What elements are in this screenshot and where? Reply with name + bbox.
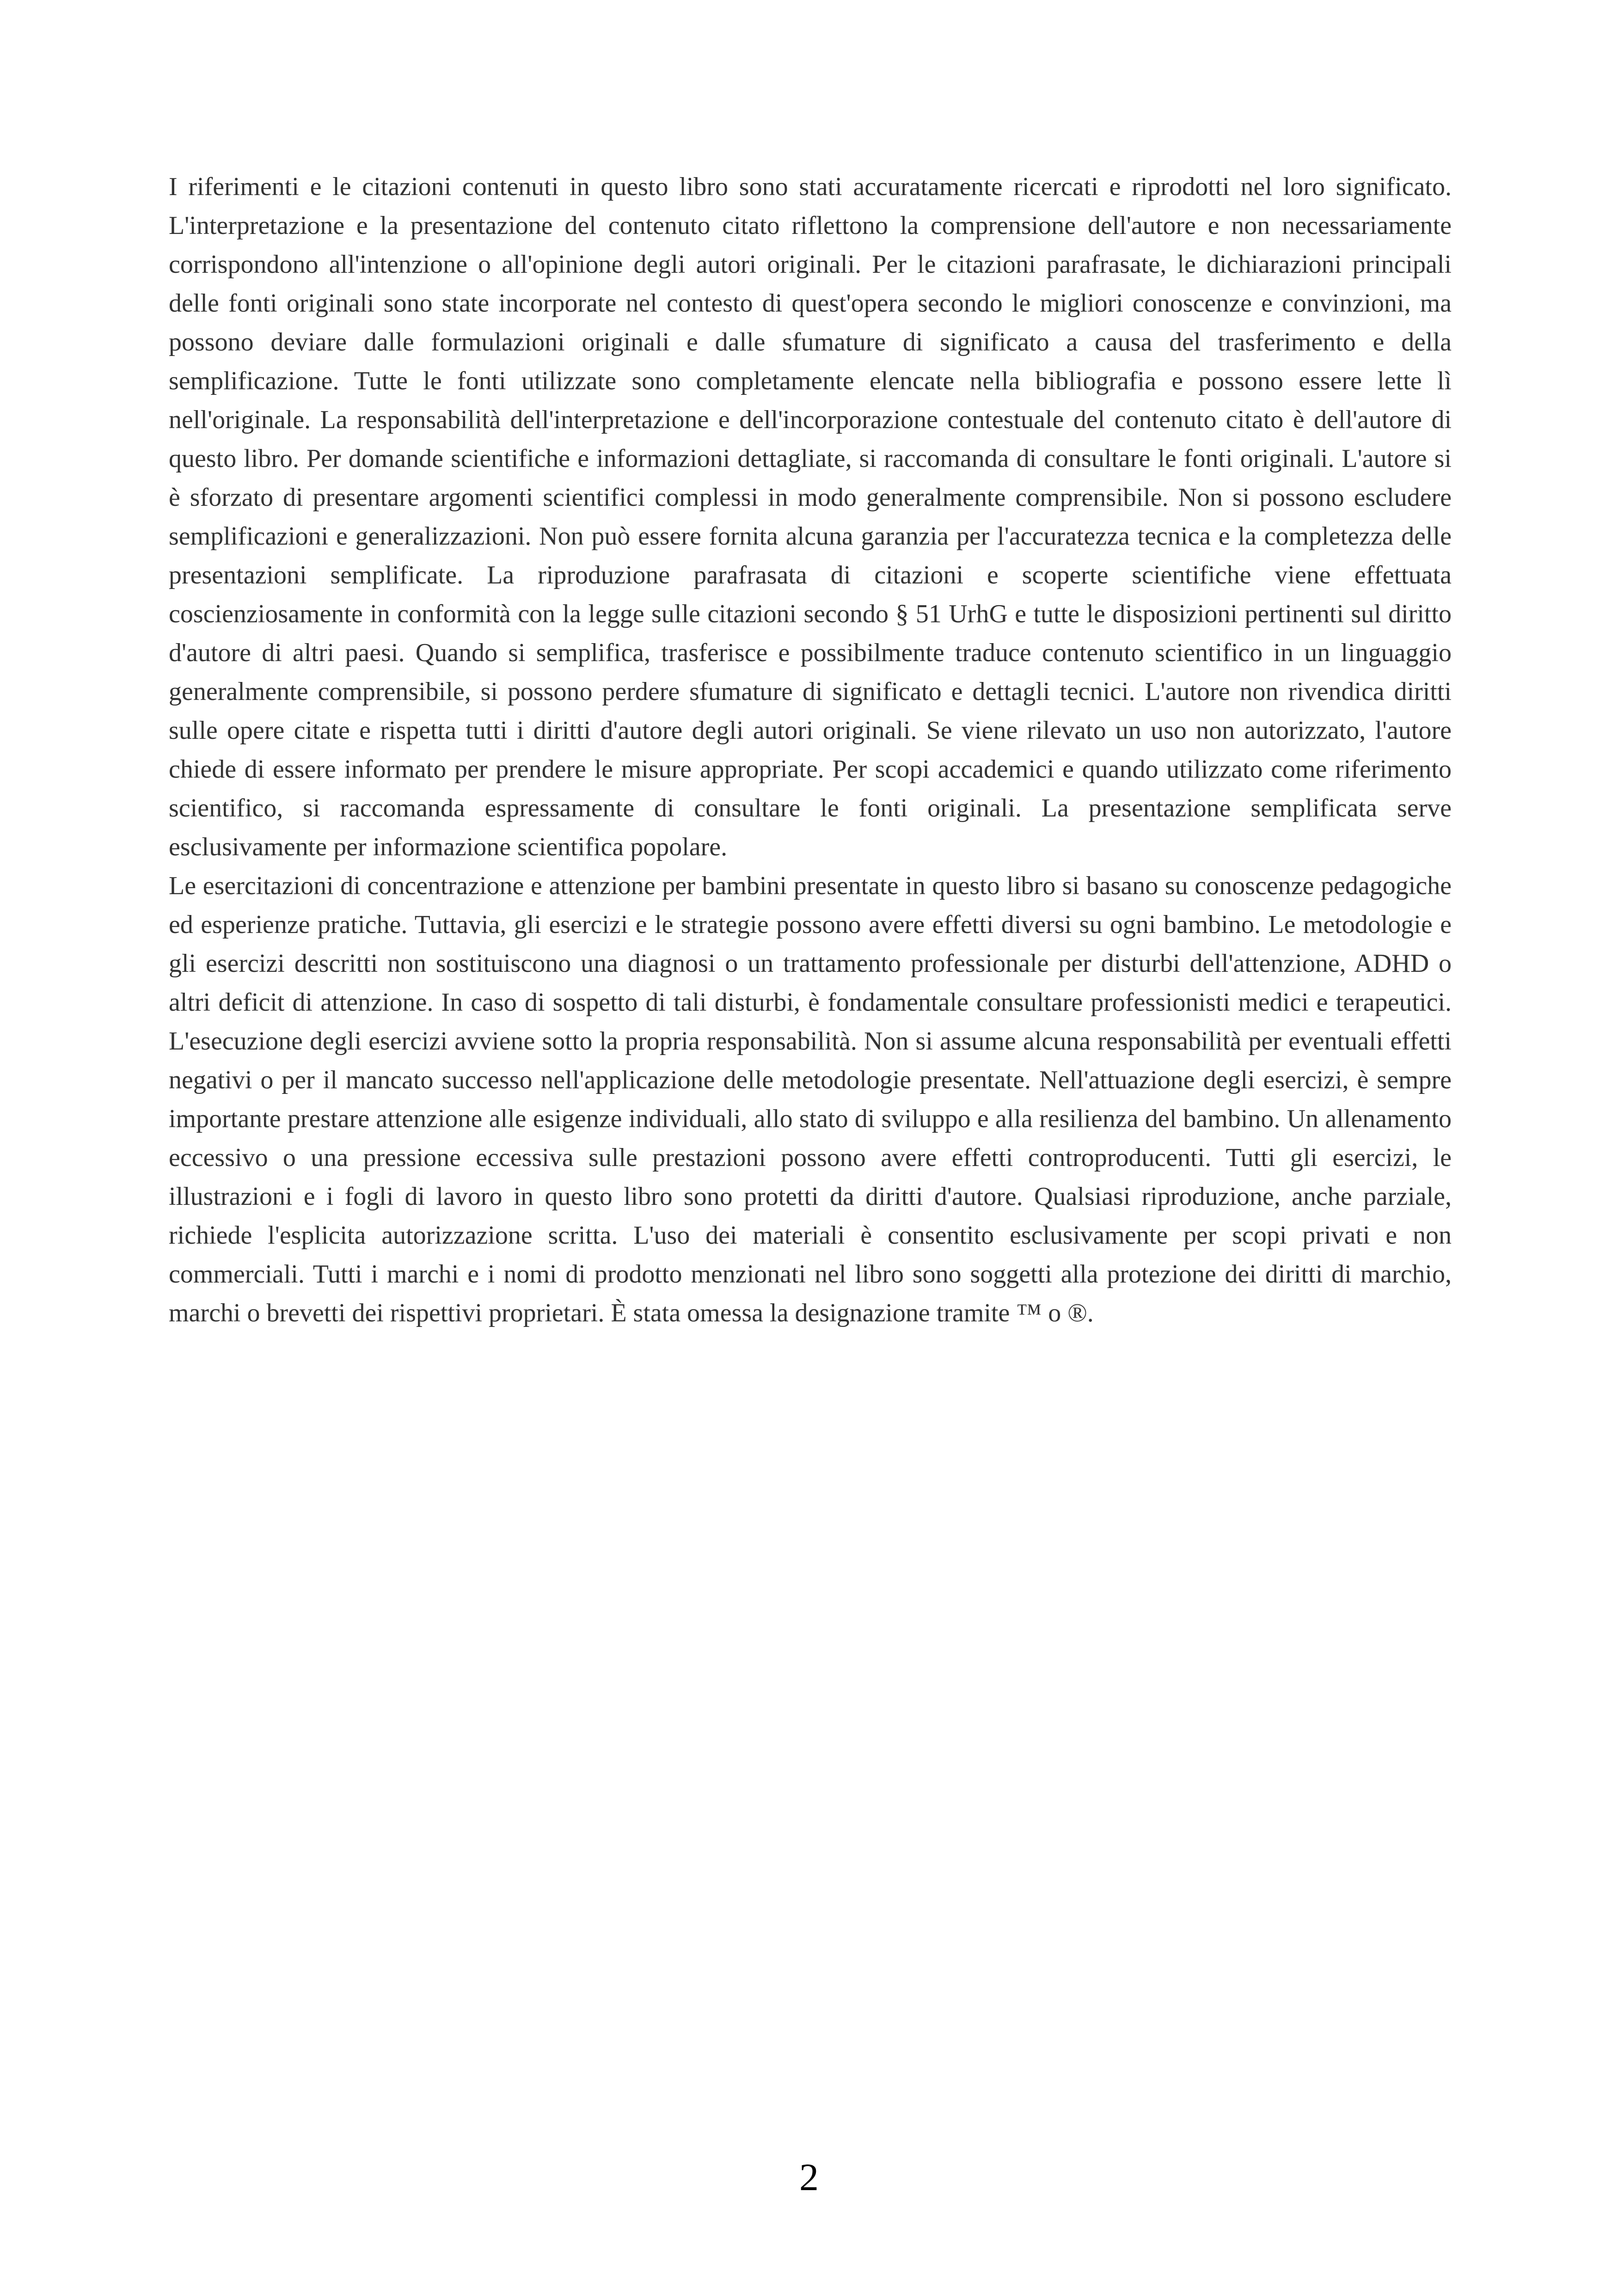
disclaimer-paragraph-exercises: Le esercitazioni di concentrazione e attenzione per bambini presentate in questo libro si basano su conoscenze pedagogiche ed esperienze pratiche. Tuttavia, gli esercizi e le strategie possono avere effetti diversi su ogni bambino. Le metodologie e gli esercizi descritti non sostituiscono una diagnosi o un trattamento professionale per disturbi dell'attenzione, ADHD o altri deficit di attenzione. In caso di sospetto di tali disturbi, è fondamentale consultare professionisti medici e terapeutici. L'esecuzione degli esercizi avviene sotto la propria responsabilità. Non si assume alcuna responsabilità per eventuali effetti negativi o per il mancato successo nell'applicazione delle metodologie presentate. Nell'attuazione degli esercizi, è sempre importante prestare attenzione alle esigenze individuali, allo stato di sviluppo e alla resilienza del bambino. Un allenamento eccessivo o una pressione eccessiva sulle prestazioni possono avere effetti controproducenti. Tutti gli esercizi, le illustrazioni e i fogli di lavoro in questo libro sono protetti da diritti d'autore. Qualsiasi riproduzione, anche parziale, richiede l'esplicita autorizzazione scritta. L'uso dei materiali è consentito esclusivamente per scopi privati e non commerciali. Tutti i marchi e i nomi di prodotto menzionati nel libro sono soggetti alla protezione dei diritti di marchio, marchi o brevetti dei rispettivi proprietari. È stata omessa la designazione tramite ™ o ®. — [169, 872, 1452, 1327]
body-text — [169, 167, 1452, 1332]
page-number: 2 — [799, 2156, 819, 2199]
disclaimer-paragraph-citations: I riferimenti e le citazioni contenuti in questo libro sono stati accuratamente ricercati e riprodotti nel loro significato. L'interpretazione e la presentazione del contenuto citato riflettono la comprensione dell'autore e non necessariamente corrispondono all'intenzione o all'opinione degli autori originali. Per le citazioni parafrasate, le dichiarazioni principali delle fonti originali sono state incorporate nel contesto di quest'opera secondo le migliori conoscenze e convinzioni, ma possono deviare dalle formulazioni originali e dalle sfumature di significato a causa del trasferimento e della semplificazione. Tutte le fonti utilizzate sono completamente elencate nella bibliografia e possono essere lette lì nell'originale. La responsabilità dell'interpretazione e dell'incorporazione contestuale del contenuto citato è dell'autore di questo libro. Per domande scientifiche e informazioni dettagliate, si raccomanda di consultare le fonti originali. L'autore si è sforzato di presentare argomenti scientifici complessi in modo generalmente comprensibile. Non si possono escludere semplificazioni e generalizzazioni. Non può essere fornita alcuna garanzia per l'accuratezza tecnica e la completezza delle presentazioni semplificate. La riproduzione parafrasata di citazioni e scoperte scientifiche viene effettuata coscienziosamente in conformità con la legge sulle citazioni secondo § 51 UrhG e tutte le disposizioni pertinenti sul diritto d'autore di altri paesi. Quando si semplifica, trasferisce e possibilmente traduce contenuto scientifico in un linguaggio generalmente comprensibile, si possono perdere sfumature di significato e dettagli tecnici. L'autore non rivendica diritti sulle opere citate e rispetta tutti i diritti d'autore degli autori originali. Se viene rilevato un uso non autorizzato, l'autore chiede di essere informato per prendere le misure appropriate. Per scopi accademici e quando utilizzato come riferimento scientifico, si raccomanda espressamente di consultare le fonti originali. La presentazione semplificata serve esclusivamente per informazione scientifica popolare. — [169, 172, 1452, 861]
